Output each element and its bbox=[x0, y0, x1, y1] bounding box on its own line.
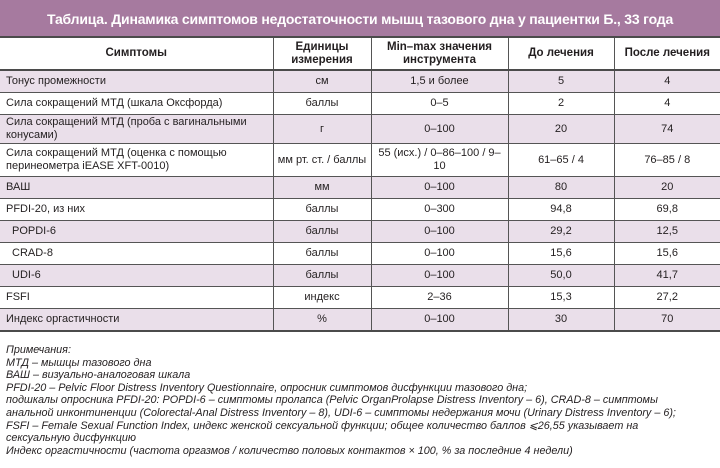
table-row bbox=[0, 309, 720, 332]
note-line: МТД – мышцы тазового дна bbox=[6, 356, 152, 369]
notes-heading: Примечания: bbox=[6, 344, 71, 356]
before-cell: 15,6 bbox=[508, 243, 614, 265]
unit-cell: мм рт. ст. / баллы bbox=[273, 144, 371, 177]
unit-cell: % bbox=[273, 309, 371, 332]
before-cell: 15,3 bbox=[508, 287, 614, 309]
note-line: сексуальную дисфункцию bbox=[6, 432, 137, 445]
note-line: Индекс оргастичности (частота оргазмов / количество половых контактов × 100, % за последние 4 недели) bbox=[6, 444, 573, 457]
table-row bbox=[0, 115, 720, 144]
table-row bbox=[0, 199, 720, 221]
header-units bbox=[273, 37, 371, 70]
symptom-cell: FSFI bbox=[0, 287, 273, 309]
before-cell: 80 bbox=[508, 177, 614, 199]
symptoms-table bbox=[0, 36, 720, 332]
after-cell: 76–85 / 8 bbox=[614, 144, 720, 177]
header-row bbox=[0, 37, 720, 70]
symptom-cell: POPDI-6 bbox=[0, 221, 273, 243]
after-cell: 12,5 bbox=[614, 221, 720, 243]
after-cell: 70 bbox=[614, 309, 720, 332]
range-cell: 0–100 bbox=[371, 115, 508, 144]
note-line: PFDI-20 – Pelvic Floor Distress Inventory Questionnaire, опросник симптомов дисфункции тазового дна; bbox=[6, 381, 528, 394]
unit-cell: баллы bbox=[273, 93, 371, 115]
symptom-cell: Сила сокращений МТД (проба с вагинальными конусами) bbox=[0, 115, 273, 144]
unit-cell: мм bbox=[273, 177, 371, 199]
range-cell: 0–300 bbox=[371, 199, 508, 221]
table-row bbox=[0, 177, 720, 199]
after-cell: 20 bbox=[614, 177, 720, 199]
range-cell: 0–100 bbox=[371, 177, 508, 199]
range-cell: 0–100 bbox=[371, 309, 508, 332]
table-row bbox=[0, 243, 720, 265]
range-cell: 2–36 bbox=[371, 287, 508, 309]
symptom-cell: Сила сокращений МТД (шкала Оксфорда) bbox=[0, 93, 273, 115]
after-cell: 27,2 bbox=[614, 287, 720, 309]
before-cell: 61–65 / 4 bbox=[508, 144, 614, 177]
symptom-cell: CRAD-8 bbox=[0, 243, 273, 265]
header-units-line2: измерения bbox=[291, 53, 353, 66]
after-cell: 4 bbox=[614, 70, 720, 93]
notes bbox=[6, 344, 718, 457]
header-symptoms: Симптомы bbox=[0, 37, 273, 70]
header-units-line1: Единицы bbox=[295, 40, 349, 53]
symptom-cell: Индекс оргастичности bbox=[0, 309, 273, 332]
before-cell: 5 bbox=[508, 70, 614, 93]
after-cell: 74 bbox=[614, 115, 720, 144]
header-after: После лечения bbox=[614, 37, 720, 70]
unit-cell: баллы bbox=[273, 221, 371, 243]
after-cell: 69,8 bbox=[614, 199, 720, 221]
table-row bbox=[0, 144, 720, 177]
range-cell: 0–5 bbox=[371, 93, 508, 115]
symptom-cell: Тонус промежности bbox=[0, 70, 273, 93]
unit-cell: баллы bbox=[273, 265, 371, 287]
table-row bbox=[0, 221, 720, 243]
range-cell: 1,5 и более bbox=[371, 70, 508, 93]
note-line: ВАШ – визуально-аналоговая шкала bbox=[6, 369, 191, 382]
before-cell: 20 bbox=[508, 115, 614, 144]
note-line: анальной инконтиненции (Colorectal-Anal Distress Inventory – 8), UDI-6 – симптомы недержания мочи (Urinary Distress Inventory – 6); bbox=[6, 406, 676, 419]
after-cell: 4 bbox=[614, 93, 720, 115]
note-line: подшкалы опросника PFDI-20: POPDI-6 – симптомы пролапса (Pelvic OrganProlapse Distress Inventory – 6), CRAD-8 – симптомы bbox=[6, 394, 658, 407]
header-before: До лечения bbox=[508, 37, 614, 70]
table-row bbox=[0, 70, 720, 93]
symptom-cell: ВАШ bbox=[0, 177, 273, 199]
after-cell: 15,6 bbox=[614, 243, 720, 265]
table-row bbox=[0, 93, 720, 115]
before-cell: 30 bbox=[508, 309, 614, 332]
symptom-cell: Сила сокращений МТД (оценка с помощью перинеометра iEASE XFT-0010) bbox=[0, 144, 273, 177]
after-cell: 41,7 bbox=[614, 265, 720, 287]
unit-cell: см bbox=[273, 70, 371, 93]
note-line: FSFI – Female Sexual Function Index, индекс женской сексуальной функции; общее количество баллов ⩽26,55 указывает на bbox=[6, 419, 639, 432]
range-cell: 0–100 bbox=[371, 265, 508, 287]
range-cell: 0–100 bbox=[371, 243, 508, 265]
header-range-line2: инструмента bbox=[402, 53, 477, 66]
table-row bbox=[0, 287, 720, 309]
header-range bbox=[371, 37, 508, 70]
before-cell: 2 bbox=[508, 93, 614, 115]
unit-cell: индекс bbox=[273, 287, 371, 309]
table-title: Таблица. Динамика симптомов недостаточности мышц тазового дна у пациентки Б., 33 года bbox=[0, 0, 720, 36]
unit-cell: баллы bbox=[273, 199, 371, 221]
header-range-line1: Min–max значения bbox=[387, 40, 492, 53]
symptom-cell: UDI-6 bbox=[0, 265, 273, 287]
unit-cell: г bbox=[273, 115, 371, 144]
unit-cell: баллы bbox=[273, 243, 371, 265]
before-cell: 29,2 bbox=[508, 221, 614, 243]
table-row bbox=[0, 265, 720, 287]
range-cell: 0–100 bbox=[371, 221, 508, 243]
symptom-cell: PFDI-20, из них bbox=[0, 199, 273, 221]
before-cell: 94,8 bbox=[508, 199, 614, 221]
range-cell: 55 (исх.) / 0–86–100 / 9–10 bbox=[371, 144, 508, 177]
before-cell: 50,0 bbox=[508, 265, 614, 287]
